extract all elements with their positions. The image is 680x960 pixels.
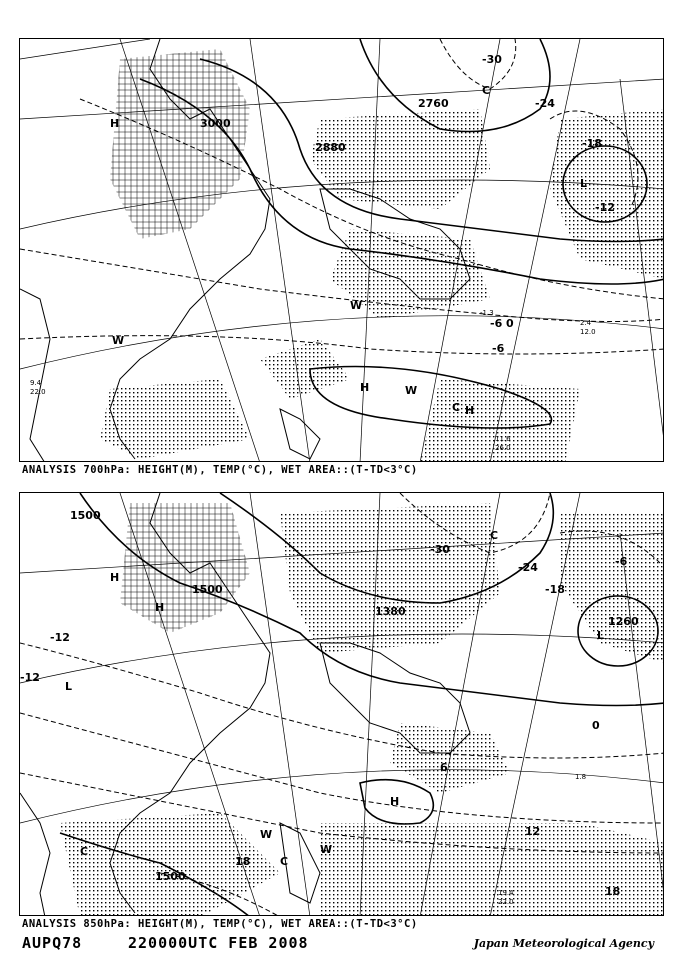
height-label-1500-c: 1500 [155,870,186,883]
temp-label-minus18: -18 [582,137,602,150]
station-value: 22.0 [30,388,46,396]
height-label-1260: 1260 [608,615,639,628]
height-label-3000: 3000 [200,117,231,130]
station-value: 22.0 [498,898,514,906]
center-warm-2: W [320,843,333,856]
caption-850hpa: ANALYSIS 850hPa: HEIGHT(M), TEMP(°C), WET AREA::(T-TD<3°C) [22,918,418,930]
temp-label-zero: 0 [506,317,514,330]
temp-label-minus30: -30 [430,543,450,556]
map-700hpa-svg [20,39,664,462]
chart-code: AUPQ78 [22,934,83,952]
center-high-3: H [465,404,475,417]
temp-label-minus12-a: -12 [50,631,70,644]
height-label-1500-a: 1500 [70,509,101,522]
center-high-3: H [390,795,400,808]
temp-label-zero: 0 [592,719,600,732]
temp-label-minus12-b: -12 [20,671,40,684]
center-cold-2: C [280,855,289,868]
station-value: 11.6 [495,435,511,443]
center-warm-3: W [350,299,363,312]
center-warm-2: W [405,384,418,397]
center-cold-1: C [80,845,89,858]
height-label-1500-b: 1500 [192,583,223,596]
center-cold-1: C [452,401,461,414]
temp-label-12: 12 [525,825,541,838]
center-high-2: H [155,601,165,614]
center-cold-2: C [482,84,491,97]
temp-label-minus6: -6 [615,555,628,568]
temp-label-18-b: 18 [605,885,621,898]
center-high-2: H [360,381,370,394]
center-warm-1: W [112,334,125,347]
center-high-1: H [110,117,120,130]
map-panel-700hpa [19,38,664,462]
temp-label-minus24: -24 [535,97,555,110]
temp-label-6: 6 [440,761,448,774]
center-low-2: L [597,629,605,642]
temp-label-minus24: -24 [518,561,538,574]
center-high-1: H [110,571,120,584]
center-low-1: L [580,177,588,190]
map-850hpa-svg [20,493,664,916]
temp-label-minus30: -30 [482,53,502,66]
agency-credit: Japan Meteorological Agency [473,937,654,950]
temp-label-minus18: -18 [545,583,565,596]
height-label-2880: 2880 [315,141,346,154]
temp-label-18-a: 18 [235,855,251,868]
temp-label-minus12: -12 [595,201,615,214]
temp-label-minus6-b: -6 [492,342,505,355]
station-value: 26.0 [495,444,511,452]
station-value: 9.4 [30,379,42,387]
height-label-1380: 1380 [375,605,406,618]
station-value: 19.4 [498,889,514,897]
station-value: 12.0 [580,328,596,336]
center-warm-1: W [260,828,273,841]
caption-700hpa: ANALYSIS 700hPa: HEIGHT(M), TEMP(°C), WET AREA::(T-TD<3°C) [22,464,418,476]
height-label-2760: 2760 [418,97,449,110]
station-value: 1.8 [575,773,587,781]
temp-label-minus6: -6 [490,317,503,330]
center-low-1: L [65,680,73,693]
station-value: 2.4 [580,319,592,327]
wet-area-700 [100,49,664,462]
center-cold-3: C [490,529,499,542]
map-panel-850hpa [19,492,664,916]
valid-time: 220000UTC FEB 2008 [128,934,309,952]
station-value: -1.3 [480,309,494,317]
